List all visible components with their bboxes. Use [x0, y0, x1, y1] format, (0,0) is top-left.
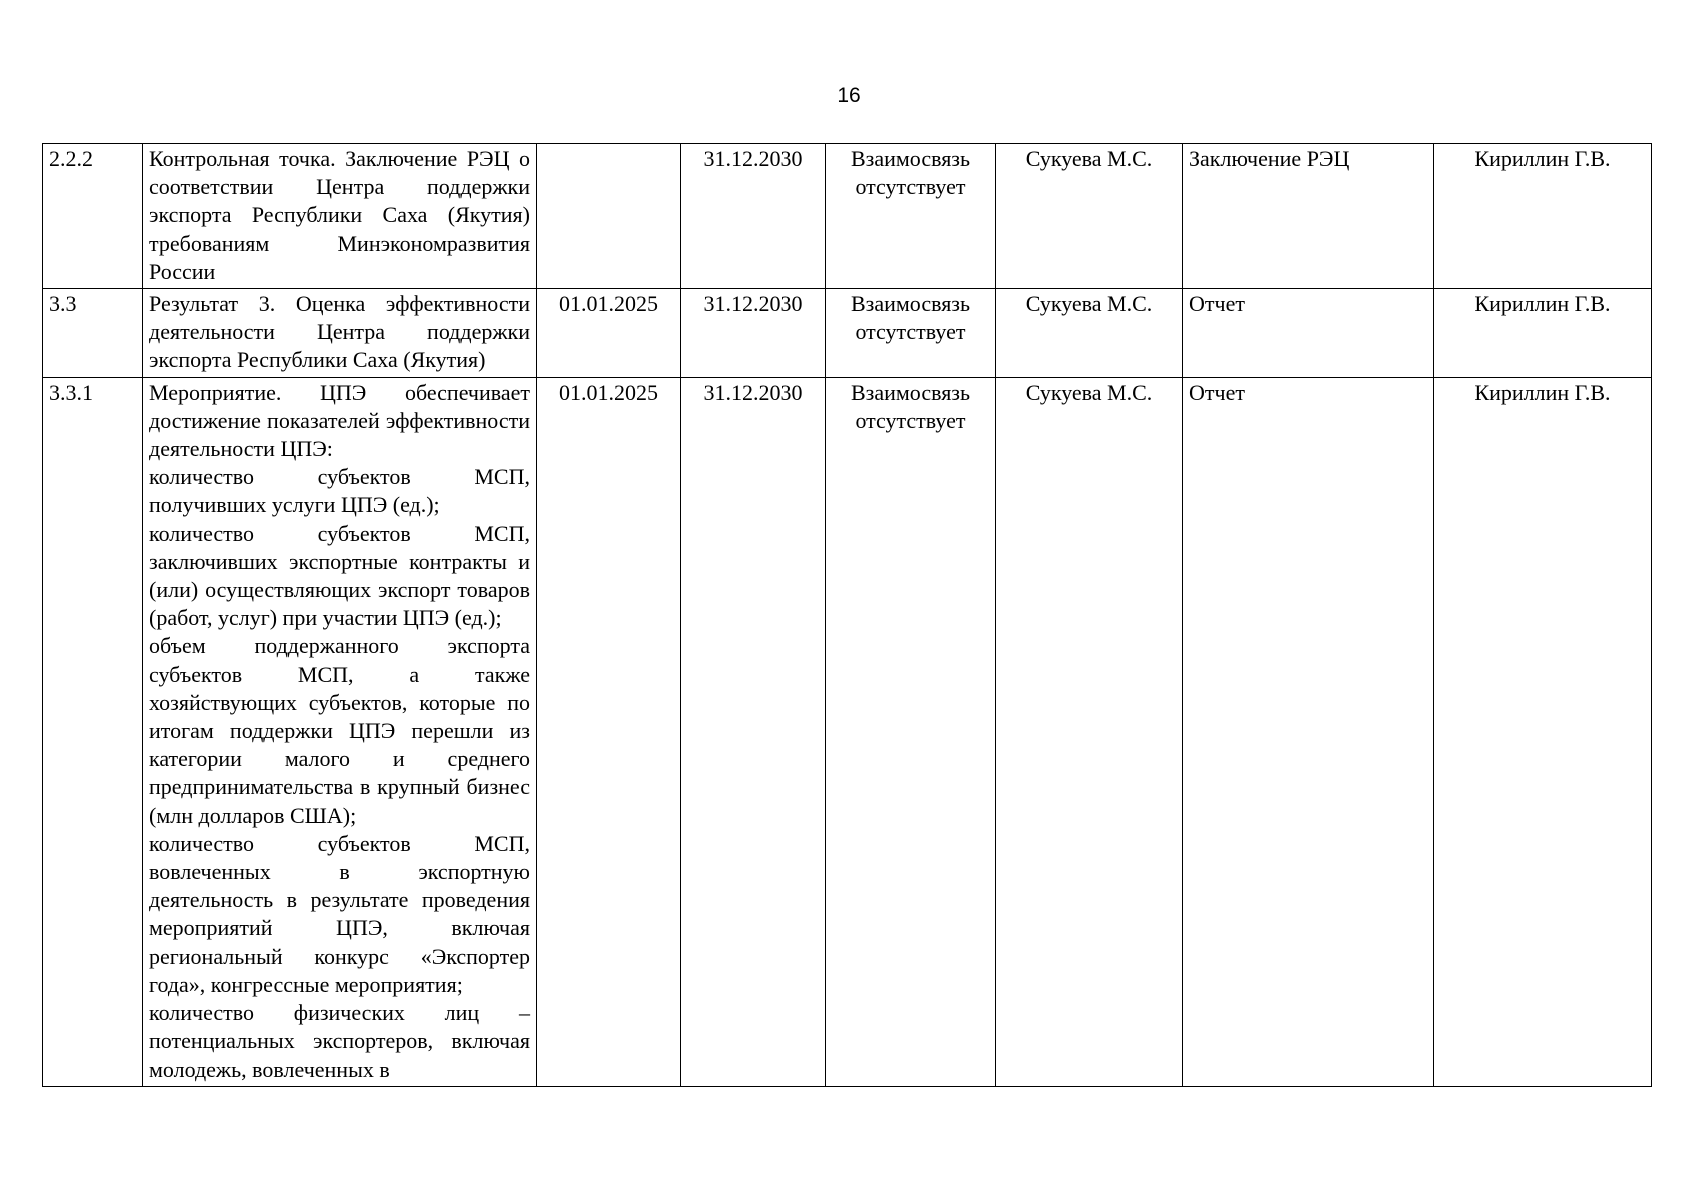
- responsible-person: Кириллин Г.В.: [1434, 144, 1652, 289]
- link-status: Взаимосвязь отсутствует: [826, 377, 996, 1086]
- description-paragraph: количество физических лиц – потенциальных экспортеров, включая молодежь, вовлеченных в: [149, 1000, 530, 1082]
- executor: Сукуева М.С.: [996, 377, 1183, 1086]
- table-row: [43, 377, 1652, 1086]
- start-date: [537, 144, 681, 289]
- responsible-person: Кириллин Г.В.: [1434, 289, 1652, 378]
- row-description: [143, 377, 537, 1086]
- end-date: 31.12.2030: [681, 289, 826, 378]
- description-paragraph: Мероприятие. ЦПЭ обеспечивает достижение показателей эффективности деятельности ЦПЭ:: [149, 379, 530, 462]
- row-number: 2.2.2: [43, 144, 143, 289]
- row-number: 3.3.1: [43, 377, 143, 1086]
- row-number: 3.3: [43, 289, 143, 378]
- start-date: 01.01.2025: [537, 289, 681, 378]
- executor: Сукуева М.С.: [996, 289, 1183, 378]
- description-paragraph: количество субъектов МСП, заключивших экспортные контракты и (или) осуществляющих экспорт товаров (работ, услуг) при участии ЦПЭ (ед.);: [149, 520, 530, 631]
- description-paragraph: количество субъектов МСП, получивших услуги ЦПЭ (ед.);: [149, 464, 530, 518]
- link-status: Взаимосвязь отсутствует: [826, 289, 996, 378]
- description-paragraph: объем поддержанного экспорта субъектов МСП, а также хозяйствующих субъектов, которые по итогам поддержки ЦПЭ перешли из категории малого и среднего предпринимательства в крупный бизнес (млн долларов США);: [149, 633, 530, 828]
- result-document: Отчет: [1183, 377, 1434, 1086]
- link-status: Взаимосвязь отсутствует: [826, 144, 996, 289]
- plan-table: [42, 143, 1652, 1087]
- result-document: Заключение РЭЦ: [1183, 144, 1434, 289]
- description-paragraph: Результат 3. Оценка эффективности деятельности Центра поддержки экспорта Республики Саха (Якутия): [149, 291, 530, 373]
- description-paragraph: количество субъектов МСП, вовлеченных в экспортную деятельность в результате проведения мероприятий ЦПЭ, включая региональный конкурс «Экспортер года», конгрессные мероприятия;: [149, 830, 530, 997]
- page-number: 16: [837, 84, 861, 107]
- start-date: 01.01.2025: [537, 377, 681, 1086]
- row-description: [143, 289, 537, 378]
- table-row: [43, 144, 1652, 289]
- description-paragraph: Контрольная точка. Заключение РЭЦ о соответствии Центра поддержки экспорта Республики Саха (Якутия) требованиям Минэкономразвития России: [149, 146, 530, 284]
- table-row: [43, 289, 1652, 378]
- executor: Сукуева М.С.: [996, 144, 1183, 289]
- end-date: 31.12.2030: [681, 144, 826, 289]
- row-description: [143, 144, 537, 289]
- result-document: Отчет: [1183, 289, 1434, 378]
- end-date: 31.12.2030: [681, 377, 826, 1086]
- responsible-person: Кириллин Г.В.: [1434, 377, 1652, 1086]
